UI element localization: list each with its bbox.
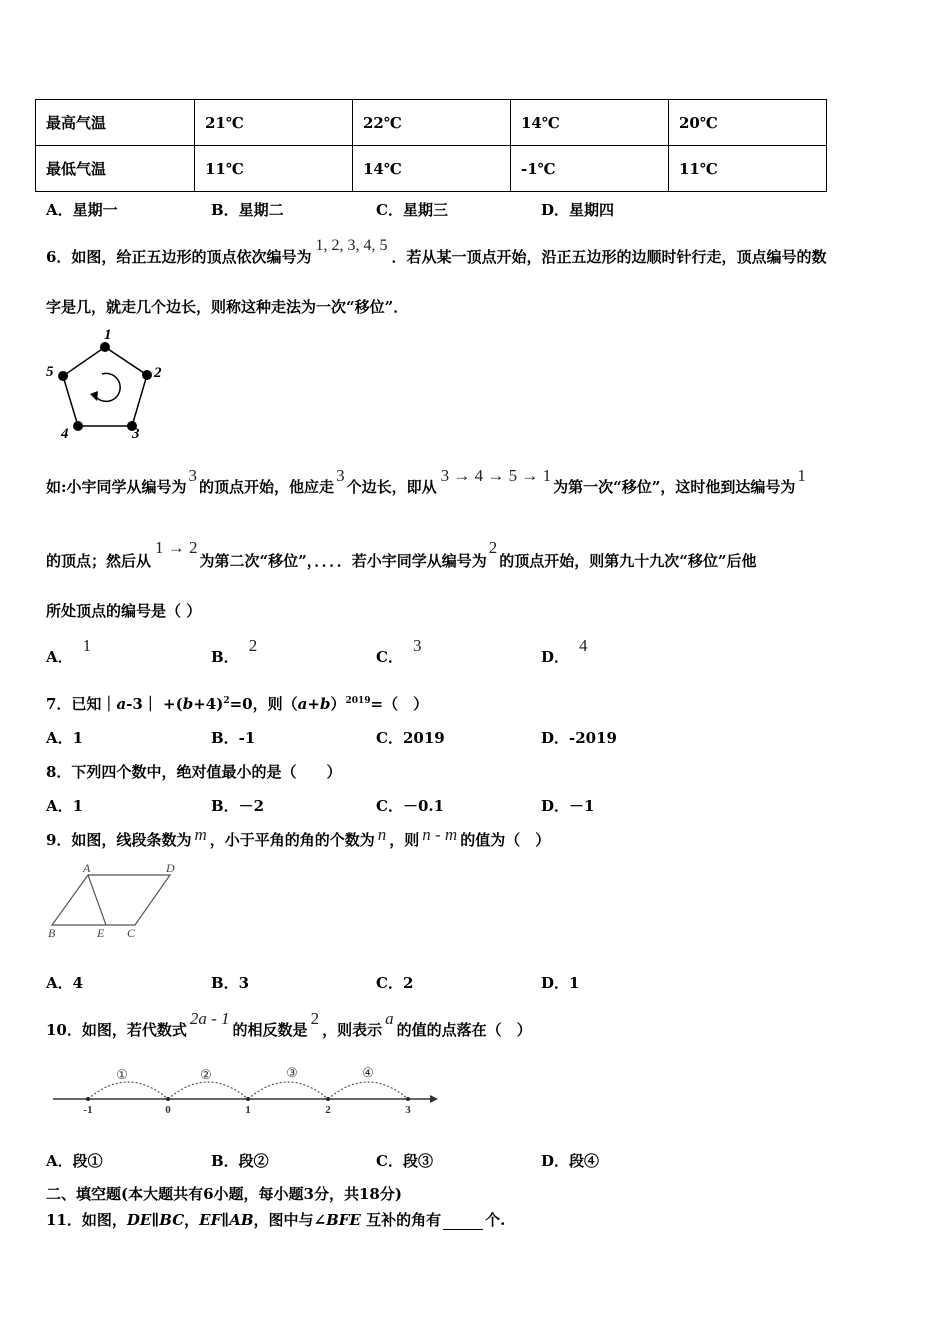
q11-text: ，图中与∠ (253, 1211, 327, 1229)
q6-text: 为第二次“移位”，．．．．若小宇同学从编号为 (199, 552, 487, 570)
q11-text: ， (184, 1211, 200, 1229)
vertex-label-4: 4 (61, 426, 69, 442)
math: n - m (422, 825, 458, 844)
number-line-figure (50, 1055, 445, 1120)
q6-text: 为第一次“移位”，这时他到达编号为 (553, 478, 796, 496)
segment-label-4: ④ (362, 1065, 374, 1080)
segment-arc-1 (88, 1082, 168, 1099)
q9-option-a: A．4 (46, 974, 84, 992)
segment-label-1: ① (116, 1067, 128, 1082)
segment-label-2: ② (200, 1067, 212, 1082)
math: 2a - 1 (189, 1009, 230, 1028)
q7-text: + (307, 695, 320, 713)
vertex-dot (142, 370, 152, 380)
q6-text: 的顶点开始，则第九十九次“移位”后他 (499, 552, 757, 570)
math: 2 (310, 1009, 320, 1028)
q6-example-line1 (46, 466, 806, 497)
table-cell: 14℃ (353, 146, 511, 192)
q8-option-b: B．－2 (211, 797, 265, 815)
tick-label: 2 (325, 1104, 331, 1116)
q11-text: 11．如图， (46, 1211, 127, 1229)
table-cell: -1℃ (511, 146, 669, 192)
math: 3 (336, 466, 345, 485)
math: 3 (188, 466, 198, 485)
q10-text: 10．如图，若代数式 (46, 1021, 187, 1039)
q6-option-a (46, 636, 92, 667)
pentagon-shape (63, 347, 147, 426)
point-label-b: B (48, 926, 56, 940)
q5-option-c: C．星期三 (376, 201, 448, 219)
table-cell: 11℃ (195, 146, 353, 192)
tick-label: -1 (83, 1104, 93, 1116)
q11-text: 互补的角有 (360, 1211, 442, 1229)
math: 1 → 2 (155, 538, 198, 557)
q8-option-a: A．1 (46, 797, 84, 815)
tick-dot (86, 1097, 90, 1101)
math: DE∥BC (126, 1211, 185, 1229)
table-cell: 14℃ (511, 100, 669, 146)
var: b (182, 695, 194, 713)
q7-text: 7．已知｜ (46, 695, 117, 713)
table-cell: 11℃ (669, 146, 827, 192)
q9-text: ，小于平角的角的个数为 (209, 831, 375, 849)
math: 1 (797, 466, 806, 485)
q5-option-d: D．星期四 (541, 201, 615, 219)
q9-text: ，则 (389, 831, 420, 849)
q10-stem (46, 1009, 532, 1040)
q10-option-c: C．段③ (376, 1152, 433, 1170)
tick-label: 3 (405, 1104, 411, 1116)
tick-dot (166, 1097, 170, 1101)
option-letter: A． (46, 648, 73, 666)
table-cell: 21℃ (195, 100, 353, 146)
q7-text: =0，则（ (229, 695, 298, 713)
tick-label: 1 (245, 1104, 251, 1116)
q6-example-line3: 所处顶点的编号是（ ） (46, 602, 202, 620)
option-value: 2 (248, 636, 258, 655)
q7-text: =（ ） (370, 695, 429, 713)
vertex-dot (58, 371, 68, 381)
q9-stem (46, 825, 551, 850)
q6-math-vertices: 1, 2, 3, 4, 5 (315, 237, 388, 254)
math: BFE (326, 1211, 361, 1229)
math: EF∥AB (199, 1211, 254, 1229)
q10-option-a: A．段① (46, 1152, 103, 1170)
q8-stem: 8．下列四个数中，绝对值最小的是（ ） (46, 763, 342, 781)
point-label-e: E (97, 926, 105, 940)
q6-text: 如:小宇同学从编号为 (46, 478, 187, 496)
q8-option-d: D．－1 (541, 797, 595, 815)
point-label-d: D (166, 861, 175, 875)
segment-label-3: ③ (286, 1065, 298, 1080)
q8-option-c: C．－0.1 (376, 797, 445, 815)
vertex-label-1: 1 (104, 327, 112, 343)
temperature-table (35, 99, 827, 192)
row-label: 最低气温 (36, 146, 195, 192)
q7-text: ） (330, 695, 346, 713)
vertex-label-2: 2 (154, 365, 162, 381)
segment-arc-3 (248, 1082, 328, 1099)
q6-example-line2 (46, 538, 757, 571)
table-row (36, 100, 827, 146)
option-value: 3 (412, 636, 422, 655)
option-letter: C． (376, 648, 403, 666)
math: n (377, 825, 387, 844)
exponent: 2019 (345, 696, 371, 706)
q5-option-b: B．星期二 (211, 201, 284, 219)
var: a (116, 695, 127, 713)
q9-option-b: B．3 (211, 974, 250, 992)
q9-text: 的值为（ ） (460, 831, 551, 849)
tick-dot (326, 1097, 330, 1101)
vertex-label-3: 3 (132, 426, 140, 442)
q10-text: 的相反数是 (232, 1021, 308, 1039)
q10-option-d: D．段④ (541, 1152, 600, 1170)
point-label-a: A (83, 861, 91, 875)
q10-text: 的值的点落在（ ） (396, 1021, 532, 1039)
tick-label: 0 (165, 1104, 171, 1116)
table-cell: 20℃ (669, 100, 827, 146)
q6-text: 个边长，即从 (346, 478, 437, 496)
q7-option-c: C．2019 (376, 729, 445, 747)
option-value: 1 (82, 636, 92, 655)
arrowhead-icon (90, 391, 98, 401)
q7-stem (46, 693, 428, 714)
q7-text: +4) (193, 695, 224, 713)
q6-option-b (211, 636, 258, 667)
q9-option-c: C．2 (376, 974, 414, 992)
q6-stem-line1 (46, 237, 827, 267)
figure-lines (52, 875, 170, 925)
exponent: 2 (223, 696, 230, 706)
q7-option-d: D．-2019 (541, 729, 617, 747)
q6-text: ．若从某一顶点开始，沿正五边形的边顺时针行走，顶点编号的数 (391, 248, 827, 266)
q11-stem (46, 1209, 505, 1230)
q10-text: ，则表示 (322, 1021, 383, 1039)
q7-option-a: A．1 (46, 729, 84, 747)
segment-arc-4 (328, 1082, 408, 1099)
q10-option-b: B．段② (211, 1152, 269, 1170)
q6-text: 6．如图，给正五边形的顶点依次编号为 (46, 248, 312, 266)
option-letter: D． (541, 648, 570, 666)
q7-option-b: B．-1 (211, 729, 256, 747)
q6-option-c (376, 636, 422, 667)
option-letter: B． (211, 648, 239, 666)
pentagon-figure (40, 322, 170, 447)
vertex-label-5: 5 (46, 364, 54, 380)
tick-dot (246, 1097, 250, 1101)
table-row (36, 146, 827, 192)
vertex-dot (100, 342, 110, 352)
var: b (319, 695, 331, 713)
q6-option-d (541, 636, 588, 667)
math: 2 (488, 538, 498, 557)
clockwise-arrow-icon (96, 373, 120, 401)
section-heading: 二、填空题(本大题共有6小题，每小题3分，共18分) (46, 1185, 402, 1203)
answer-blank[interactable] (443, 1229, 483, 1230)
q5-option-a: A．星期一 (46, 201, 118, 219)
math: m (194, 825, 207, 844)
parallelogram-figure (40, 858, 190, 943)
q6-text: 的顶点开始，他应走 (199, 478, 335, 496)
q9-text: 9．如图，线段条数为 (46, 831, 192, 849)
tick-dot (406, 1097, 410, 1101)
point-label-c: C (127, 926, 136, 940)
vertex-dot (73, 421, 83, 431)
q6-text: 的顶点；然后从 (46, 552, 152, 570)
table-cell: 22℃ (353, 100, 511, 146)
var: a (297, 695, 308, 713)
axis-arrow-icon (430, 1095, 438, 1103)
q9-option-d: D．1 (541, 974, 580, 992)
row-label: 最高气温 (36, 100, 195, 146)
q11-text: 个. (485, 1211, 506, 1229)
math: a (385, 1009, 394, 1028)
q7-text: -3｜ +( (126, 695, 183, 713)
segment-arc-2 (168, 1082, 248, 1099)
q6-stem-line2: 字是几，就走几个边长，则称这种走法为一次“移位”． (46, 298, 409, 316)
option-value: 4 (579, 636, 588, 655)
math: 3 → 4 → 5 → 1 (440, 466, 552, 485)
